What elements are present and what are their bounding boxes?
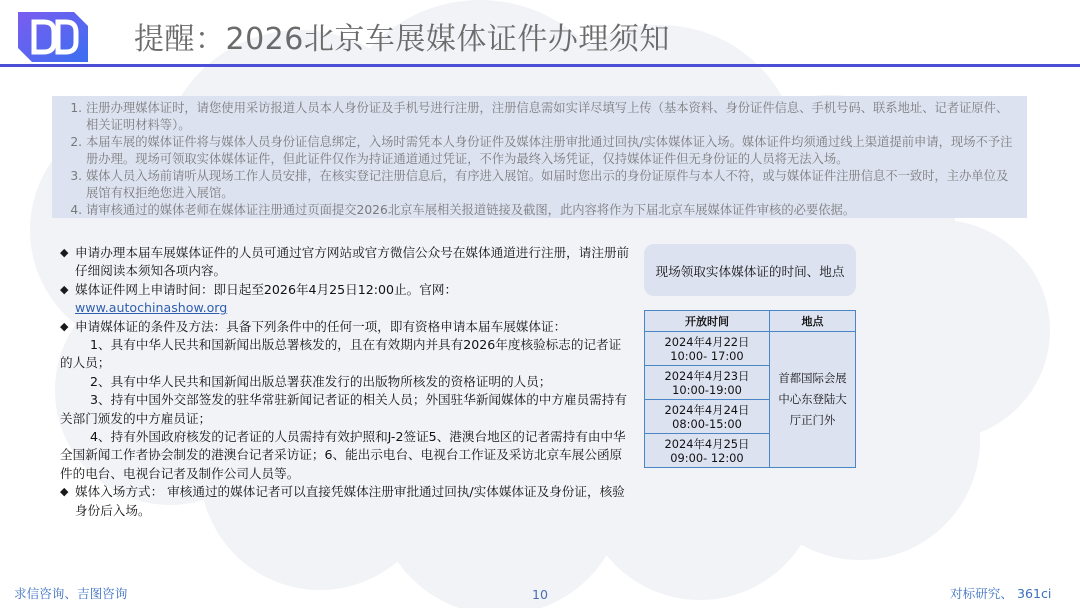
location-cell: 首都国际会展中心东登陆大厅正门外 <box>770 332 856 468</box>
official-site-link[interactable]: www.autochinashow.org <box>75 300 228 316</box>
footer-source-right: 对标研究、 361ci <box>950 586 1052 601</box>
condition-item <box>60 373 632 391</box>
hours-text: 08:00-15:00 <box>672 416 742 431</box>
brand-logo-icon <box>14 8 92 66</box>
condition-item <box>60 391 632 428</box>
table-header-row <box>645 311 856 332</box>
time-cell <box>645 332 770 366</box>
notice-item: 4. 请审核通过的媒体老师在媒体证注册通过页面提交2026北京车展相关报道链接及截图，此内容将作为下届北京车展媒体证件审核的必要依据。 <box>86 202 1019 219</box>
condition-text: 1、具有中华人民共和国新闻出版总署核发的，且在有效期内并具有2026年度核验标志的记者证的人员； <box>60 337 622 371</box>
date-text: 2024年4月22日 <box>664 334 750 349</box>
pickup-heading: 现场领取实体媒体证的时间、地点 <box>644 244 856 296</box>
condition-text: 4、持有外国政府核发的记者证的人员需持有效护照和J-2签证5、港澳台地区的记者需持有由中华全国新闻工作者协会制发的港澳台记者采访证；6、能出示电台、电视台工作证及采访北京车展公函原件的电台、电视台记者及制作公司人员等。 <box>60 429 626 481</box>
page-title: 提醒：2026北京车展媒体证件办理须知 <box>134 22 670 57</box>
apply-time-text: 媒体证件网上申请时间：即日起至2026年4月25日12:00止。官网： <box>75 281 458 297</box>
date-text: 2024年4月24日 <box>664 402 750 417</box>
time-cell <box>645 366 770 400</box>
bullet-conditions: ◆ 申请媒体证的条件及方法：具备下列条件中的任何一项，即有资格申请本届车展媒体证： <box>60 318 632 336</box>
page-number: 10 <box>532 587 549 602</box>
condition-item <box>60 336 632 373</box>
notice-item: 1. 注册办理媒体证时，请您使用采访报道人员本人身份证及手机号进行注册，注册信息需如实详尽填写上传（基本资料、身份证件信息、手机号码、联系地址、记者证原件、相关证明材料等）。 <box>86 100 1019 134</box>
title-divider <box>0 64 1080 67</box>
bullet-entry-method: ◆ 媒体入场方式： 审核通过的媒体记者可以直接凭媒体注册审批通过回执/实体媒体证及身份证，核验身份后入场。 <box>60 483 632 520</box>
notice-item: 2. 本届车展的媒体证件将与媒体人员身份证信息绑定，入场时需凭本人身份证件及媒体注册审批通过回执/实体媒体证入场。媒体证件均须通过线上渠道提前申请，现场不予注册办理。现场可领取实体媒体证件，但此证件仅作为持证通道通过凭证，不作为最终入场凭证，仅持媒体证件但无身份证的人员将无法入场。 <box>86 134 1019 168</box>
pickup-schedule-table <box>644 310 856 468</box>
column-header-time: 开放时间 <box>645 311 770 332</box>
condition-text: 3、持有中国外交部签发的驻华常驻新闻记者证的相关人员；外国驻华新闻媒体的中方雇员需持有关部门颁发的中方雇员证； <box>60 392 627 426</box>
time-cell <box>645 400 770 434</box>
date-text: 2024年4月23日 <box>664 368 750 383</box>
notice-item: 3. 媒体人员入场前请听从现场工作人员安排，在核实登记注册信息后，有序进入展馆。如届时您出示的身份证原件与本人不符，或与媒体证件注册信息不一致时，主办单位及展馆有权拒绝您进入展馆。 <box>86 168 1019 202</box>
notice-list <box>60 100 1019 219</box>
hours-text: 09:00- 12:00 <box>670 450 744 465</box>
condition-text: 2、具有中华人民共和国新闻出版总署获准发行的出版物所核发的资格证明的人员； <box>90 373 552 389</box>
condition-item <box>60 428 632 483</box>
date-text: 2024年4月25日 <box>664 436 750 451</box>
hours-text: 10:00-19:00 <box>672 382 742 397</box>
table-row <box>645 332 856 366</box>
main-content <box>60 244 632 520</box>
notice-box <box>52 96 1027 218</box>
bullet-registration: ◆ 申请办理本届车展媒体证件的人员可通过官方网站或官方微信公众号在媒体通道进行注册，请注册前仔细阅读本须知各项内容。 <box>60 244 632 281</box>
bullet-apply-time <box>60 281 632 318</box>
footer-source-left: 求信咨询、吉图咨询 <box>14 586 128 601</box>
hours-text: 10:00- 17:00 <box>670 348 744 363</box>
column-header-place: 地点 <box>770 311 856 332</box>
time-cell <box>645 434 770 468</box>
